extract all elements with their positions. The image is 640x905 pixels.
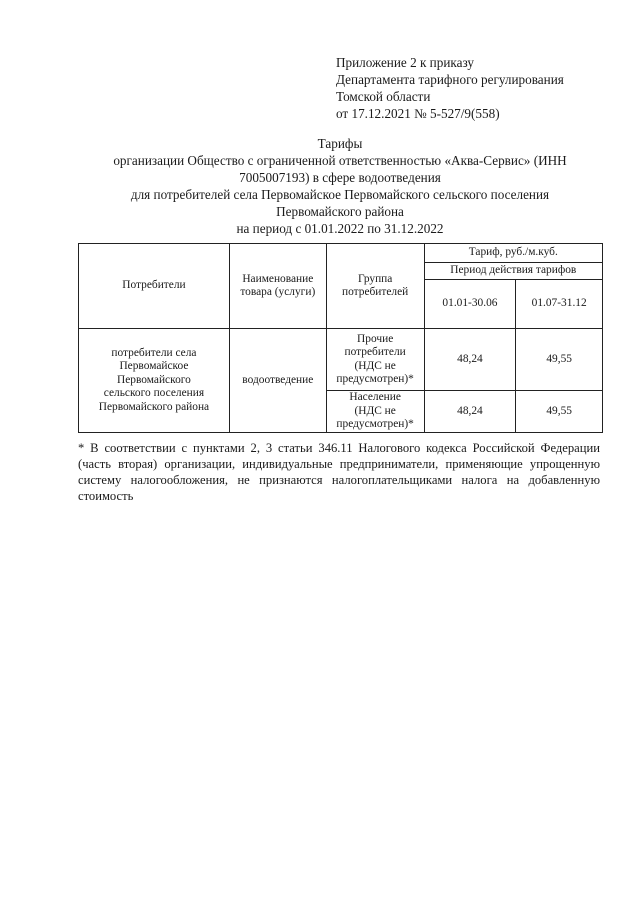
header-period-1: 01.01-30.06 (424, 280, 516, 329)
header-group-line: Группа (357, 272, 393, 285)
group-line: предусмотрен)* (336, 373, 414, 385)
title-line: организации Общество с ограниченной ответственностью «Аква-Сервис» (ИНН (113, 153, 567, 168)
appendix-line: Приложение 2 к приказу (336, 55, 474, 70)
group-line: Прочие (357, 332, 394, 345)
consumer-line: сельского поселения (103, 387, 205, 400)
tariff-period-1-cell: 48,24 (424, 329, 516, 391)
title-line: для потребителей села Первомайское Первомайского сельского поселения (130, 187, 550, 202)
group-line: (НДС не (354, 404, 396, 417)
header-period-2: 01.07-31.12 (516, 280, 603, 329)
group-line: потребители (344, 346, 406, 358)
header-goods-line: Наименование (242, 272, 314, 285)
group-line: (НДС не (354, 359, 396, 372)
document-title (60, 135, 620, 237)
tariff-table (78, 243, 603, 433)
title-line: Тарифы (317, 136, 363, 151)
consumer-line: Первомайское (119, 360, 189, 373)
group-line: предусмотрен)* (336, 418, 414, 431)
tariff-period-1-cell: 48,24 (424, 391, 516, 433)
title-line: Первомайского района (276, 204, 404, 219)
header-group (326, 244, 424, 329)
consumer-line: потребители села (111, 346, 197, 359)
appendix-line: от 17.12.2021 № 5-527/9(558) (336, 106, 500, 121)
header-period: Период действия тарифов (424, 263, 602, 280)
group-cell (326, 329, 424, 391)
consumer-line: Первомайского (117, 373, 191, 386)
table-row (79, 329, 603, 391)
header-tariff: Тариф, руб./м.куб. (424, 244, 602, 263)
header-goods (229, 244, 326, 329)
group-cell (326, 391, 424, 433)
group-line: Население (349, 391, 401, 404)
appendix-line: Департамента тарифного регулирования (336, 72, 564, 87)
tariff-period-2-cell: 49,55 (516, 329, 603, 391)
appendix-header (336, 54, 564, 122)
header-consumers: Потребители (79, 244, 230, 329)
header-goods-line: товара (услуги) (240, 286, 316, 298)
appendix-line: Томской области (336, 89, 431, 104)
title-line: 7005007193) в сфере водоотведения (239, 170, 441, 185)
goods-cell: водоотведение (229, 329, 326, 433)
header-group-line: потребителей (342, 286, 409, 298)
consumers-cell (79, 329, 230, 433)
footnote: * В соответствии с пунктами 2, 3 статьи 346.11 Налогового кодекса Российской Федерации (часть вторая) организации, индивидуальные предприниматели, применяющие упрощенную систему налогообложения, не признаются налогоплательщиками налога на добавленную стоимость (78, 441, 600, 503)
title-line: на период с 01.01.2022 по 31.12.2022 (236, 221, 444, 236)
tariff-period-2-cell: 49,55 (516, 391, 603, 433)
consumer-line: Первомайского района (98, 400, 210, 413)
